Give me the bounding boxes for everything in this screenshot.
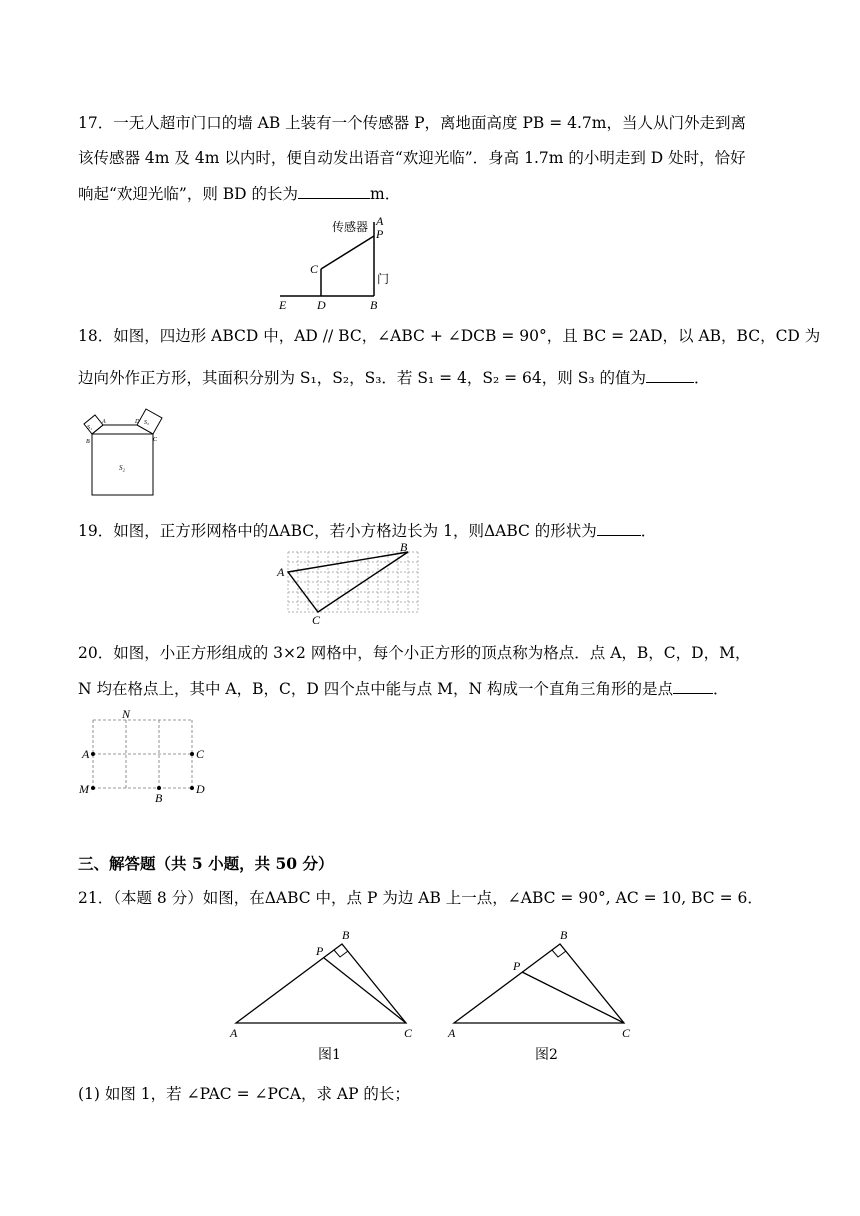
q19-period: ． [640,522,657,540]
q19-figure [274,540,424,627]
q20-point-M [91,786,95,790]
q20-line-2 [78,675,729,701]
section-3-title: 三、解答题（共 5 小题，共 50 分） [78,854,334,873]
q21-figure-2-caption: 图2 [535,1047,558,1063]
q18-line-2 [78,364,710,390]
q20-point-D [190,786,194,790]
q21-fig2-label-P: P [513,959,521,973]
q21-fig1-label-P: P [316,944,324,958]
q21-fig2-label-B: B [560,928,568,942]
q18-label-D: D [135,419,140,425]
q20-label-A: A [82,747,90,761]
q20-question-text: N 均在格点上，其中 A，B，C，D 四个点中能与点 M，N 构成一个直角三角形的是点 [78,680,674,698]
q18-label-B: B [86,439,90,445]
q19-label-C: C [312,613,321,627]
q21-fig2-label-C: C [622,1026,631,1040]
q20-period: ． [713,680,729,698]
q21-fig1-label-C: C [404,1026,413,1040]
q17-unit: m． [370,185,401,203]
q17-label-sensor: 传感器 [332,220,369,234]
q21-fig2-label-A: A [448,1026,456,1040]
q18-label-S1: S₁ [87,425,93,431]
q17-question-text: 响起“欢迎光临”，则 BD 的长为 [78,185,299,203]
q17-line-3 [78,180,400,206]
q20-line-1: 20．如图，小正方形组成的 3×2 网格中，每个小正方形的顶点称为格点．点 A，B，C，D，M， [78,644,751,662]
q17-figure [270,212,400,312]
q19-label-B: B [400,540,408,554]
q17-label-P: P [376,227,384,241]
q21-figure-2 [444,924,644,1044]
q18-answer-blank[interactable] [646,364,694,383]
q20-label-N: N [122,707,131,721]
q17-label-D: D [317,298,326,312]
q20-point-A [91,752,95,756]
q18-label-S3: S₃ [144,420,150,426]
q20-label-C: C [196,747,205,761]
q17-label-C: C [310,262,319,276]
q21-line-1: 21．（本题 8 分）如图，在ΔABC 中，点 P 为边 AB 上一点，∠ABC = 90°, AC = 10, BC = 6． [78,889,763,907]
q20-figure [76,708,216,804]
q20-point-B [157,786,161,790]
q20-answer-blank[interactable] [673,675,713,694]
q19-label-A: A [277,565,285,579]
q17-line-1: 17．一无人超市门口的墙 AB 上装有一个传感器 P，离地面高度 PB = 4.7m，当人从门外走到离 [78,114,746,132]
q20-point-C [190,752,194,756]
q21-figure-1-caption: 图1 [318,1047,341,1063]
q19-answer-blank[interactable] [597,517,641,536]
q18-figure [76,400,176,500]
q21-figure-1 [226,924,426,1044]
q17-line-2: 该传感器 4m 及 4m 以内时，便自动发出语音“欢迎光临”．身高 1.7m 的小明走到 D 处时，恰好 [78,149,746,167]
q20-label-M: M [79,782,89,796]
q19-question-text: 19．如图，正方形网格中的ΔABC，若小方格边长为 1，则ΔABC 的形状为 [78,522,597,540]
q17-label-door: 门 [377,272,390,286]
q17-answer-blank[interactable] [298,180,370,199]
q19-line-1 [78,517,656,543]
q18-line-1: 18．如图，四边形 ABCD 中，AD // BC，∠ABC + ∠DCB = 90°，且 BC = 2AD，以 AB，BC，CD 为 [78,327,821,345]
q18-period: ． [693,369,710,387]
q20-label-D: D [196,782,205,796]
q21-fig1-label-A: A [230,1026,238,1040]
q21-part-1: (1) 如图 1，若 ∠PAC = ∠PCA，求 AP 的长； [78,1085,410,1103]
q21-fig1-label-B: B [342,928,350,942]
q18-label-C: C [153,437,158,443]
q20-label-B: B [155,791,163,805]
q18-label-A: A [102,419,106,425]
q17-label-E: E [279,298,287,312]
q18-question-text: 边向外作正方形，其面积分别为 S₁，S₂，S₃．若 S₁ = 4，S₂ = 64，则 S₃ 的值为 [78,369,646,387]
q17-label-B: B [370,298,378,312]
q17-label-A: A [376,214,384,228]
q18-label-S2: S₂ [119,464,125,472]
q20-grid [93,720,192,788]
